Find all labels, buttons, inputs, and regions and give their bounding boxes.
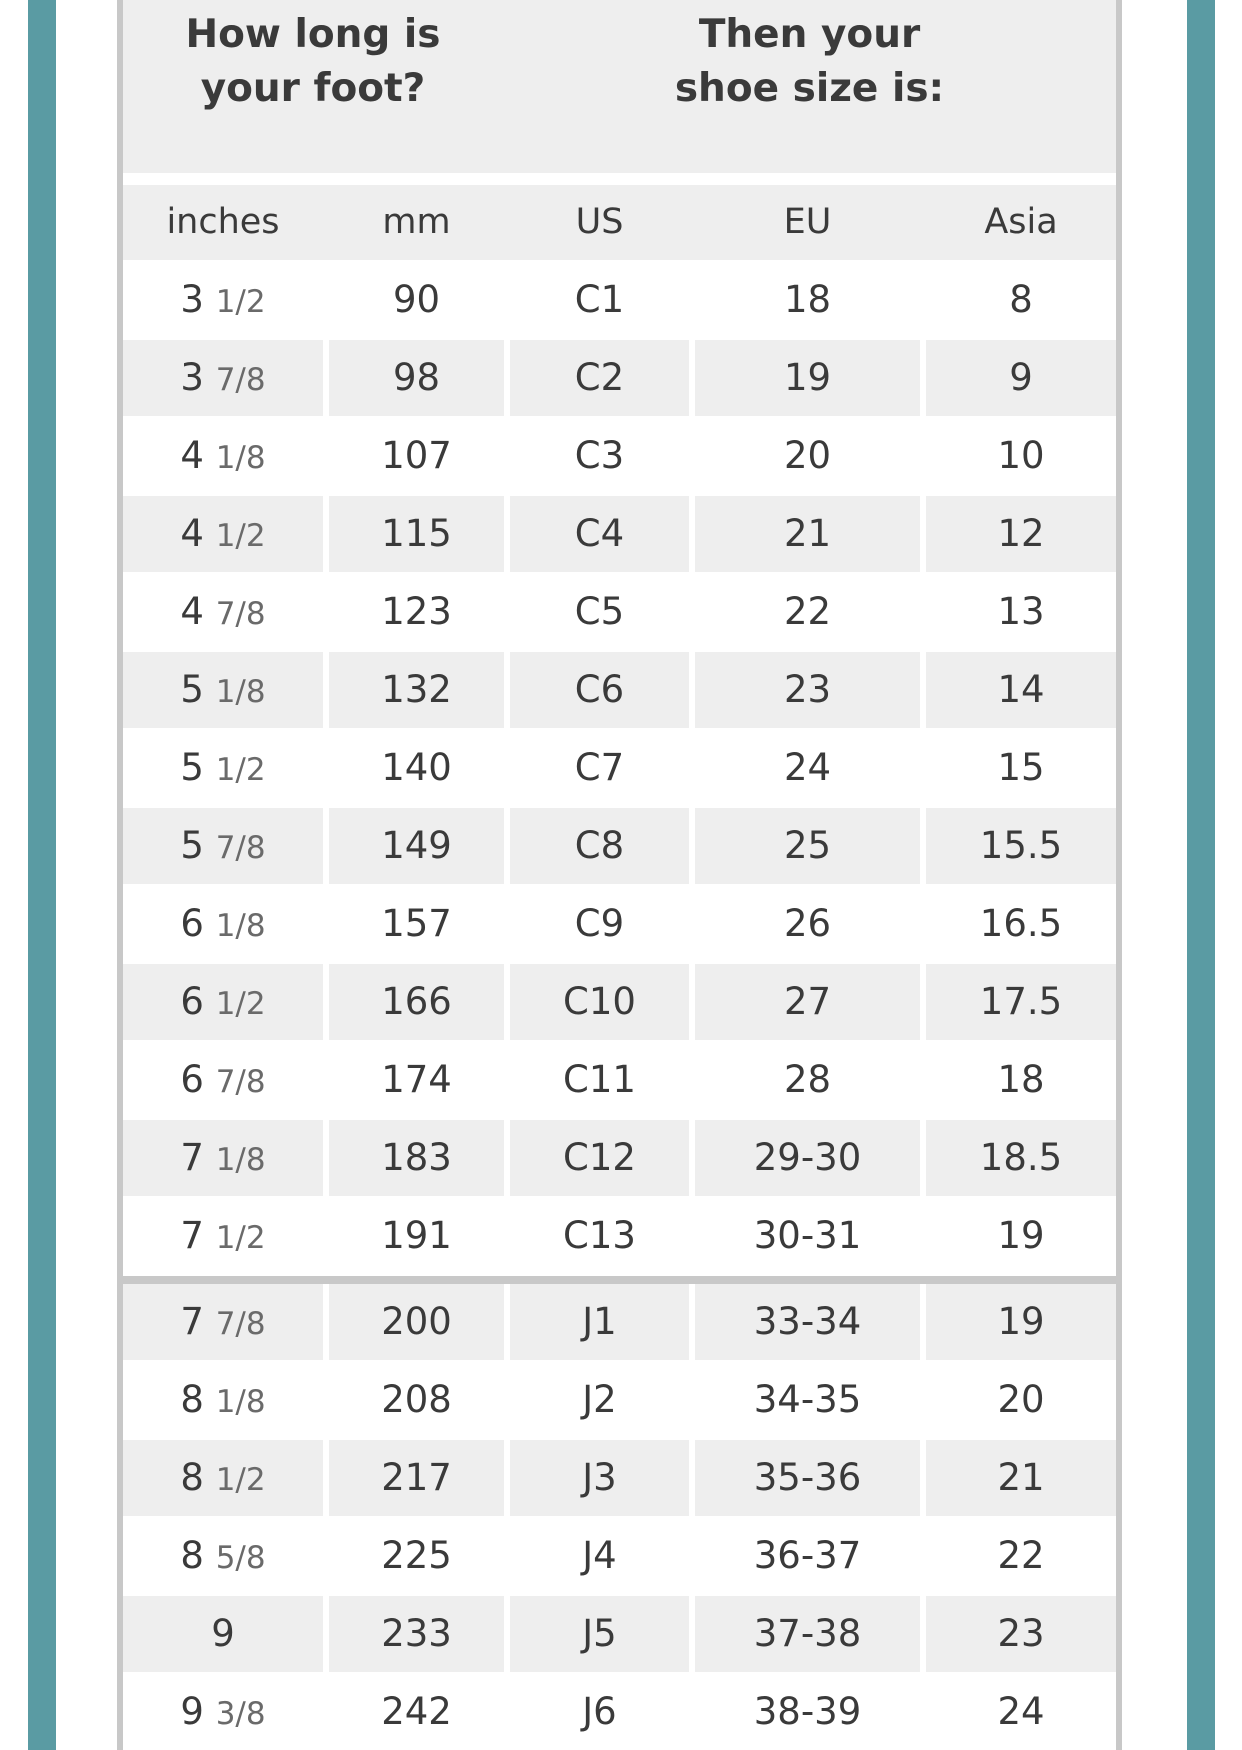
inches-fraction: 1/8 bbox=[215, 908, 266, 944]
table-row bbox=[123, 730, 1116, 808]
section-divider bbox=[123, 1276, 1116, 1284]
cell-us: J4 bbox=[510, 1518, 689, 1594]
cell-mm: 225 bbox=[329, 1518, 504, 1594]
inches-fraction: 1/2 bbox=[215, 752, 266, 788]
cell-inches bbox=[123, 1198, 323, 1274]
inches-whole: 7 bbox=[180, 1214, 204, 1257]
cell-us: C6 bbox=[510, 652, 689, 728]
column-header-row bbox=[123, 185, 1116, 260]
table-row bbox=[123, 886, 1116, 964]
cell-mm: 242 bbox=[329, 1674, 504, 1750]
cell-asia: 15.5 bbox=[926, 808, 1116, 884]
inches-whole: 5 bbox=[180, 824, 204, 867]
cell-asia: 13 bbox=[926, 574, 1116, 650]
cell-inches bbox=[123, 262, 323, 338]
inches-whole: 9 bbox=[211, 1612, 235, 1655]
cell-eu: 38-39 bbox=[695, 1674, 920, 1750]
cell-eu: 23 bbox=[695, 652, 920, 728]
inches-fraction: 1/2 bbox=[215, 986, 266, 1022]
cell-us: C12 bbox=[510, 1120, 689, 1196]
table-row bbox=[123, 808, 1116, 886]
cell-inches bbox=[123, 1284, 323, 1360]
cell-inches bbox=[123, 496, 323, 572]
cell-asia: 21 bbox=[926, 1440, 1116, 1516]
table-super-header bbox=[123, 0, 1116, 173]
cell-mm: 107 bbox=[329, 418, 504, 494]
table-row bbox=[123, 964, 1116, 1042]
table-row bbox=[123, 652, 1116, 730]
cell-us: C11 bbox=[510, 1042, 689, 1118]
inches-whole: 6 bbox=[180, 1058, 204, 1101]
inches-whole: 3 bbox=[180, 278, 204, 321]
inches-whole: 3 bbox=[180, 356, 204, 399]
inches-fraction: 1/8 bbox=[215, 1142, 266, 1178]
table-row bbox=[123, 418, 1116, 496]
cell-asia: 14 bbox=[926, 652, 1116, 728]
cell-mm: 149 bbox=[329, 808, 504, 884]
inches-fraction: 1/8 bbox=[215, 674, 266, 710]
inches-whole: 8 bbox=[180, 1378, 204, 1421]
cell-us: C4 bbox=[510, 496, 689, 572]
cell-inches bbox=[123, 418, 323, 494]
cell-mm: 200 bbox=[329, 1284, 504, 1360]
table-rows bbox=[123, 262, 1116, 1750]
cell-inches bbox=[123, 1596, 323, 1672]
cell-eu: 20 bbox=[695, 418, 920, 494]
cell-asia: 8 bbox=[926, 262, 1116, 338]
cell-inches bbox=[123, 1518, 323, 1594]
cell-inches bbox=[123, 1362, 323, 1438]
inches-fraction: 1/8 bbox=[215, 1384, 266, 1420]
inches-whole: 4 bbox=[180, 434, 204, 477]
inches-fraction: 1/2 bbox=[215, 284, 266, 320]
cell-asia: 19 bbox=[926, 1284, 1116, 1360]
inches-fraction: 7/8 bbox=[215, 596, 266, 632]
table-row bbox=[123, 1440, 1116, 1518]
cell-asia: 19 bbox=[926, 1198, 1116, 1274]
foot-length-heading: How long is your foot? bbox=[185, 12, 441, 111]
cell-inches bbox=[123, 1674, 323, 1750]
inches-fraction: 1/8 bbox=[215, 440, 266, 476]
cell-eu: 24 bbox=[695, 730, 920, 806]
table-row bbox=[123, 262, 1116, 340]
cell-eu: 35-36 bbox=[695, 1440, 920, 1516]
inches-fraction: 5/8 bbox=[215, 1540, 266, 1576]
inches-whole: 4 bbox=[180, 512, 204, 555]
inches-fraction: 7/8 bbox=[215, 362, 266, 398]
table-row bbox=[123, 496, 1116, 574]
inches-fraction: 7/8 bbox=[215, 830, 266, 866]
cell-asia: 24 bbox=[926, 1674, 1116, 1750]
inches-fraction: 1/2 bbox=[215, 518, 266, 554]
column-header-inches: inches bbox=[166, 202, 280, 242]
table-row bbox=[123, 574, 1116, 652]
inches-whole: 8 bbox=[180, 1534, 204, 1577]
cell-eu: 27 bbox=[695, 964, 920, 1040]
cell-us: C8 bbox=[510, 808, 689, 884]
cell-us: C3 bbox=[510, 418, 689, 494]
cell-us: C13 bbox=[510, 1198, 689, 1274]
inches-whole: 9 bbox=[180, 1690, 204, 1733]
cell-asia: 22 bbox=[926, 1518, 1116, 1594]
left-accent-bar bbox=[28, 0, 56, 1750]
cell-mm: 217 bbox=[329, 1440, 504, 1516]
cell-mm: 191 bbox=[329, 1198, 504, 1274]
cell-eu: 18 bbox=[695, 262, 920, 338]
cell-eu: 36-37 bbox=[695, 1518, 920, 1594]
inches-whole: 8 bbox=[180, 1456, 204, 1499]
inches-whole: 7 bbox=[180, 1300, 204, 1343]
cell-eu: 19 bbox=[695, 340, 920, 416]
column-header-mm: mm bbox=[382, 202, 451, 242]
shoe-size-heading: Then your shoe size is: bbox=[674, 12, 945, 111]
table-row bbox=[123, 1042, 1116, 1120]
inches-fraction: 1/2 bbox=[215, 1462, 266, 1498]
inches-whole: 6 bbox=[180, 980, 204, 1023]
inches-fraction: 1/2 bbox=[215, 1220, 266, 1256]
cell-inches bbox=[123, 652, 323, 728]
cell-mm: 166 bbox=[329, 964, 504, 1040]
cell-asia: 18.5 bbox=[926, 1120, 1116, 1196]
cell-asia: 12 bbox=[926, 496, 1116, 572]
cell-mm: 183 bbox=[329, 1120, 504, 1196]
cell-mm: 98 bbox=[329, 340, 504, 416]
cell-mm: 132 bbox=[329, 652, 504, 728]
cell-mm: 123 bbox=[329, 574, 504, 650]
cell-inches bbox=[123, 1042, 323, 1118]
cell-mm: 174 bbox=[329, 1042, 504, 1118]
right-accent-bar bbox=[1187, 0, 1215, 1750]
column-header-eu: EU bbox=[783, 202, 832, 242]
cell-eu: 22 bbox=[695, 574, 920, 650]
table-body bbox=[123, 0, 1116, 1750]
cell-asia: 10 bbox=[926, 418, 1116, 494]
table-row bbox=[123, 1362, 1116, 1440]
header-separator bbox=[123, 173, 1116, 185]
column-header-us: US bbox=[575, 202, 624, 242]
cell-eu: 28 bbox=[695, 1042, 920, 1118]
cell-mm: 208 bbox=[329, 1362, 504, 1438]
cell-us: J3 bbox=[510, 1440, 689, 1516]
cell-asia: 18 bbox=[926, 1042, 1116, 1118]
cell-mm: 157 bbox=[329, 886, 504, 962]
cell-inches bbox=[123, 730, 323, 806]
cell-us: J6 bbox=[510, 1674, 689, 1750]
cell-us: J1 bbox=[510, 1284, 689, 1360]
cell-eu: 30-31 bbox=[695, 1198, 920, 1274]
inches-whole: 4 bbox=[180, 590, 204, 633]
cell-asia: 9 bbox=[926, 340, 1116, 416]
inches-whole: 5 bbox=[180, 668, 204, 711]
cell-us: C5 bbox=[510, 574, 689, 650]
cell-us: C2 bbox=[510, 340, 689, 416]
cell-eu: 29-30 bbox=[695, 1120, 920, 1196]
cell-mm: 90 bbox=[329, 262, 504, 338]
size-chart-table bbox=[117, 0, 1122, 1750]
cell-eu: 26 bbox=[695, 886, 920, 962]
cell-mm: 115 bbox=[329, 496, 504, 572]
cell-eu: 37-38 bbox=[695, 1596, 920, 1672]
table-row bbox=[123, 340, 1116, 418]
cell-us: C1 bbox=[510, 262, 689, 338]
table-row bbox=[123, 1596, 1116, 1674]
cell-us: C7 bbox=[510, 730, 689, 806]
table-row bbox=[123, 1198, 1116, 1276]
cell-asia: 20 bbox=[926, 1362, 1116, 1438]
table-row bbox=[123, 1518, 1116, 1596]
cell-mm: 140 bbox=[329, 730, 504, 806]
cell-asia: 15 bbox=[926, 730, 1116, 806]
cell-inches bbox=[123, 1440, 323, 1516]
cell-asia: 23 bbox=[926, 1596, 1116, 1672]
inches-fraction: 3/8 bbox=[215, 1696, 266, 1732]
inches-whole: 5 bbox=[180, 746, 204, 789]
table-row bbox=[123, 1284, 1116, 1362]
cell-inches bbox=[123, 574, 323, 650]
cell-eu: 21 bbox=[695, 496, 920, 572]
cell-us: J5 bbox=[510, 1596, 689, 1672]
cell-us: C10 bbox=[510, 964, 689, 1040]
inches-fraction: 7/8 bbox=[215, 1306, 266, 1342]
cell-inches bbox=[123, 964, 323, 1040]
cell-eu: 33-34 bbox=[695, 1284, 920, 1360]
cell-inches bbox=[123, 808, 323, 884]
cell-inches bbox=[123, 886, 323, 962]
cell-us: C9 bbox=[510, 886, 689, 962]
cell-us: J2 bbox=[510, 1362, 689, 1438]
cell-inches bbox=[123, 340, 323, 416]
cell-asia: 17.5 bbox=[926, 964, 1116, 1040]
cell-eu: 25 bbox=[695, 808, 920, 884]
inches-whole: 7 bbox=[180, 1136, 204, 1179]
inches-fraction: 7/8 bbox=[215, 1064, 266, 1100]
cell-asia: 16.5 bbox=[926, 886, 1116, 962]
table-row bbox=[123, 1674, 1116, 1750]
inches-whole: 6 bbox=[180, 902, 204, 945]
column-header-asia: Asia bbox=[984, 202, 1058, 242]
cell-mm: 233 bbox=[329, 1596, 504, 1672]
cell-eu: 34-35 bbox=[695, 1362, 920, 1438]
cell-inches bbox=[123, 1120, 323, 1196]
table-row bbox=[123, 1120, 1116, 1198]
